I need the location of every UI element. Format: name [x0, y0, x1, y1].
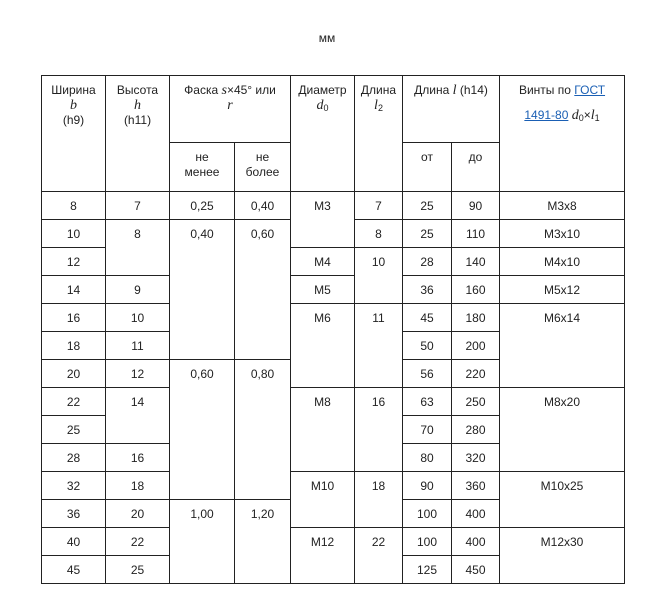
gost-link[interactable]: ГОСТ	[574, 83, 606, 97]
header-chamfer: Фаска s×45° или r	[170, 76, 291, 143]
cell-l2: 22	[355, 528, 403, 584]
cell-l-to: 140	[452, 248, 500, 276]
cell-b: 22	[42, 388, 106, 416]
table-row	[42, 276, 625, 304]
cell-s-max: 0,60	[235, 220, 291, 360]
cell-b: 36	[42, 500, 106, 528]
cell-screw: М3х10	[500, 220, 625, 248]
cell-h: 25	[106, 556, 170, 584]
header-width: Ширина b (h9)	[42, 76, 106, 192]
header-chamfer-min: не менее	[170, 143, 235, 192]
cell-h: 11	[106, 332, 170, 360]
cell-b: 40	[42, 528, 106, 556]
cell-h: 10	[106, 304, 170, 332]
cell-l-from: 90	[403, 472, 452, 500]
cell-h: 7	[106, 192, 170, 220]
gost-number-link[interactable]: 1491-80	[524, 108, 569, 122]
cell-l-to: 450	[452, 556, 500, 584]
cell-d0: М12	[291, 528, 355, 584]
cell-l2: 11	[355, 304, 403, 388]
dimensions-table	[41, 75, 625, 584]
cell-screw: М4х10	[500, 248, 625, 276]
cell-h: 16	[106, 444, 170, 472]
cell-l-from: 63	[403, 388, 452, 416]
cell-l2: 10	[355, 248, 403, 304]
unit-label: мм	[318, 31, 336, 45]
cell-b: 45	[42, 556, 106, 584]
cell-s-max: 0,40	[235, 192, 291, 220]
table-row	[42, 192, 625, 220]
cell-h: 9	[106, 276, 170, 304]
cell-l-to: 200	[452, 332, 500, 360]
cell-l2: 7	[355, 192, 403, 220]
cell-l-from: 50	[403, 332, 452, 360]
header-length-to: до	[452, 143, 500, 192]
cell-l-to: 360	[452, 472, 500, 500]
cell-b: 16	[42, 304, 106, 332]
cell-l-from: 28	[403, 248, 452, 276]
cell-s-min: 0,60	[170, 360, 235, 500]
table-row	[42, 528, 625, 556]
header-height: Высота h (h11)	[106, 76, 170, 192]
cell-l-from: 25	[403, 192, 452, 220]
cell-l-from: 125	[403, 556, 452, 584]
cell-s-min: 0,25	[170, 192, 235, 220]
cell-h: 8	[106, 220, 170, 276]
cell-l-from: 36	[403, 276, 452, 304]
cell-l2: 8	[355, 220, 403, 248]
cell-d0: М6	[291, 304, 355, 388]
cell-screw: М8х20	[500, 388, 625, 472]
cell-b: 18	[42, 332, 106, 360]
cell-d0: М8	[291, 388, 355, 472]
header-screws: Винты по ГОСТ 1491-80 $d_0\times l_1$	[500, 76, 625, 192]
cell-s-min: 0,40	[170, 220, 235, 360]
table-row	[42, 304, 625, 332]
cell-b: 8	[42, 192, 106, 220]
cell-l-from: 80	[403, 444, 452, 472]
cell-b: 10	[42, 220, 106, 248]
cell-l2: 18	[355, 472, 403, 528]
cell-h: 22	[106, 528, 170, 556]
cell-h: 18	[106, 472, 170, 500]
cell-l-to: 400	[452, 528, 500, 556]
cell-b: 20	[42, 360, 106, 388]
cell-l-from: 100	[403, 528, 452, 556]
cell-l-to: 220	[452, 360, 500, 388]
cell-l-from: 25	[403, 220, 452, 248]
cell-d0: М10	[291, 472, 355, 528]
table-row	[42, 472, 625, 500]
cell-b: 25	[42, 416, 106, 444]
cell-l-to: 160	[452, 276, 500, 304]
cell-d0: М5	[291, 276, 355, 304]
cell-b: 28	[42, 444, 106, 472]
cell-b: 12	[42, 248, 106, 276]
cell-b: 32	[42, 472, 106, 500]
cell-l-from: 70	[403, 416, 452, 444]
header-length-from: от	[403, 143, 452, 192]
cell-screw: М6х14	[500, 304, 625, 388]
cell-d0: М3	[291, 192, 355, 248]
header-length2: Длина $l_2$	[355, 76, 403, 192]
header-chamfer-max: не более	[235, 143, 291, 192]
cell-l-from: 45	[403, 304, 452, 332]
cell-s-max: 1,20	[235, 500, 291, 584]
cell-l-to: 400	[452, 500, 500, 528]
cell-h: 14	[106, 388, 170, 444]
header-length: Длина l (h14)	[403, 76, 500, 143]
cell-h: 20	[106, 500, 170, 528]
cell-s-max: 0,80	[235, 360, 291, 500]
cell-l-to: 110	[452, 220, 500, 248]
header-diameter: Диаметр $d_0$	[291, 76, 355, 192]
cell-screw: М3х8	[500, 192, 625, 220]
cell-l-from: 56	[403, 360, 452, 388]
cell-screw: М12х30	[500, 528, 625, 584]
cell-l-to: 280	[452, 416, 500, 444]
cell-h: 12	[106, 360, 170, 388]
cell-l-to: 90	[452, 192, 500, 220]
header-row	[42, 76, 625, 143]
cell-l-to: 180	[452, 304, 500, 332]
cell-d0: М4	[291, 248, 355, 276]
cell-l2: 16	[355, 388, 403, 472]
cell-screw: М10х25	[500, 472, 625, 528]
table-row	[42, 388, 625, 416]
cell-screw: М5х12	[500, 276, 625, 304]
cell-l-to: 320	[452, 444, 500, 472]
cell-s-min: 1,00	[170, 500, 235, 584]
cell-b: 14	[42, 276, 106, 304]
cell-l-from: 100	[403, 500, 452, 528]
cell-l-to: 250	[452, 388, 500, 416]
